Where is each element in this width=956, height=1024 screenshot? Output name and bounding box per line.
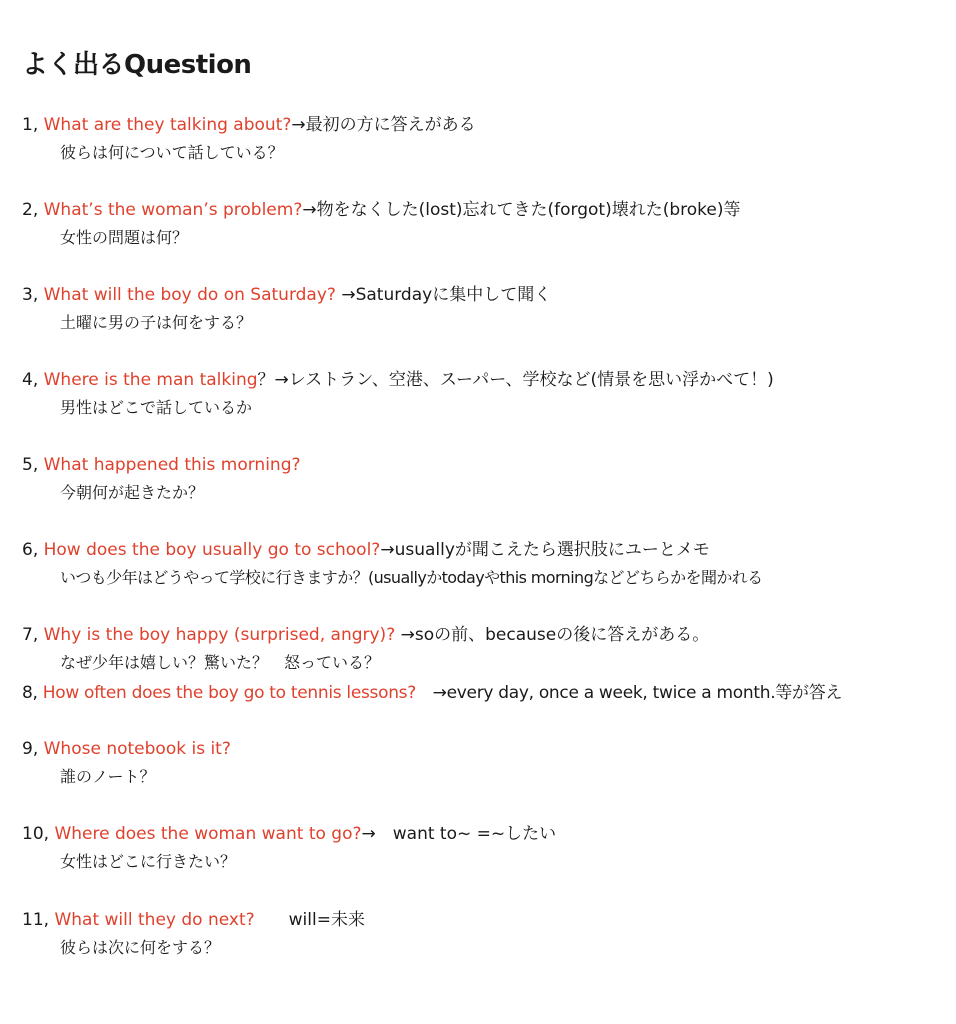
english-question: What are they talking about?	[43, 115, 292, 135]
question-item-9	[22, 738, 231, 788]
japanese-translation: 今朝何が起きたか？	[60, 483, 205, 502]
japanese-translation: 誰のノート？	[60, 767, 156, 786]
page-title: よく出るQuestion	[22, 50, 252, 80]
question-line	[22, 539, 763, 561]
english-question: What’s the woman’s problem?	[43, 200, 303, 220]
japanese-translation: 彼らは何について話している？	[60, 143, 284, 162]
question-note: →物をなくした(lost)忘れてきた(forgot)壊れた(broke)等	[302, 200, 741, 220]
question-item-2	[22, 199, 740, 249]
question-number: 1,	[22, 115, 44, 135]
question-number: 8,	[22, 683, 43, 703]
english-question: What will the boy do on Saturday?	[43, 285, 336, 305]
question-line	[22, 624, 709, 646]
question-line	[22, 114, 476, 136]
question-line	[22, 369, 774, 391]
question-number: 5,	[22, 455, 44, 475]
japanese-translation: 女性の問題は何？	[60, 228, 189, 247]
question-item-3	[22, 284, 551, 334]
japanese-translation: 彼らは次に何をする？	[60, 938, 221, 957]
question-item-10	[22, 823, 556, 873]
question-line	[22, 909, 365, 931]
question-item-7	[22, 624, 709, 674]
question-note: ？→レストラン、空港、スーパー、学校など(情景を思い浮かべて！)	[257, 370, 774, 390]
english-question: Whose notebook is it?	[43, 739, 231, 759]
japanese-translation: 男性はどこで話しているか	[60, 398, 253, 417]
japanese-translation: 女性はどこに行きたい？	[60, 852, 237, 871]
question-note: → want to~ =~したい	[361, 824, 557, 844]
question-line	[22, 823, 556, 845]
question-line	[22, 738, 231, 760]
question-line	[22, 199, 740, 221]
question-number: 2,	[22, 200, 44, 220]
question-note: →最初の方に答えがある	[291, 115, 476, 135]
question-line	[22, 682, 842, 704]
question-number: 7,	[22, 625, 44, 645]
question-line	[22, 454, 301, 476]
japanese-translation: なぜ少年は嬉しい？驚いた？ 怒っている？	[60, 653, 381, 672]
english-question: How often does the boy go to tennis lessons?	[42, 683, 416, 703]
question-note: →soの前、becauseの後に答えがある。	[395, 625, 710, 645]
question-number: 6,	[22, 540, 44, 560]
english-question: Where does the woman want to go?	[54, 824, 362, 844]
question-note: →every day, once a week, twice a month.等が答え	[415, 683, 843, 703]
english-question: What will they do next?	[54, 910, 255, 930]
question-number: 3,	[22, 285, 44, 305]
english-question: What happened this morning?	[43, 455, 301, 475]
question-line	[22, 284, 551, 306]
japanese-translation: 土曜に男の子は何をする？	[60, 313, 253, 332]
question-item-5	[22, 454, 301, 504]
question-number: 4,	[22, 370, 44, 390]
question-note: will=未来	[254, 910, 365, 930]
english-question: How does the boy usually go to school?	[43, 540, 381, 560]
english-question: Where is the man talking	[43, 370, 258, 390]
question-item-11	[22, 909, 365, 959]
question-note: →usuallyが聞こえたら選択肢にユーとメモ	[380, 540, 710, 560]
question-item-8	[22, 682, 842, 704]
question-item-1	[22, 114, 476, 164]
question-number: 11,	[22, 910, 55, 930]
question-item-4	[22, 369, 774, 419]
question-note: →Saturdayに集中して聞く	[335, 285, 552, 305]
english-question: Why is the boy happy (surprised, angry)?	[43, 625, 396, 645]
question-number: 10,	[22, 824, 55, 844]
question-number: 9,	[22, 739, 44, 759]
question-item-6	[22, 539, 763, 589]
japanese-translation: いつも少年はどうやって学校に行きますか？(usuallyかtodayやthis morningなどどちらかを聞かれる	[60, 568, 763, 587]
